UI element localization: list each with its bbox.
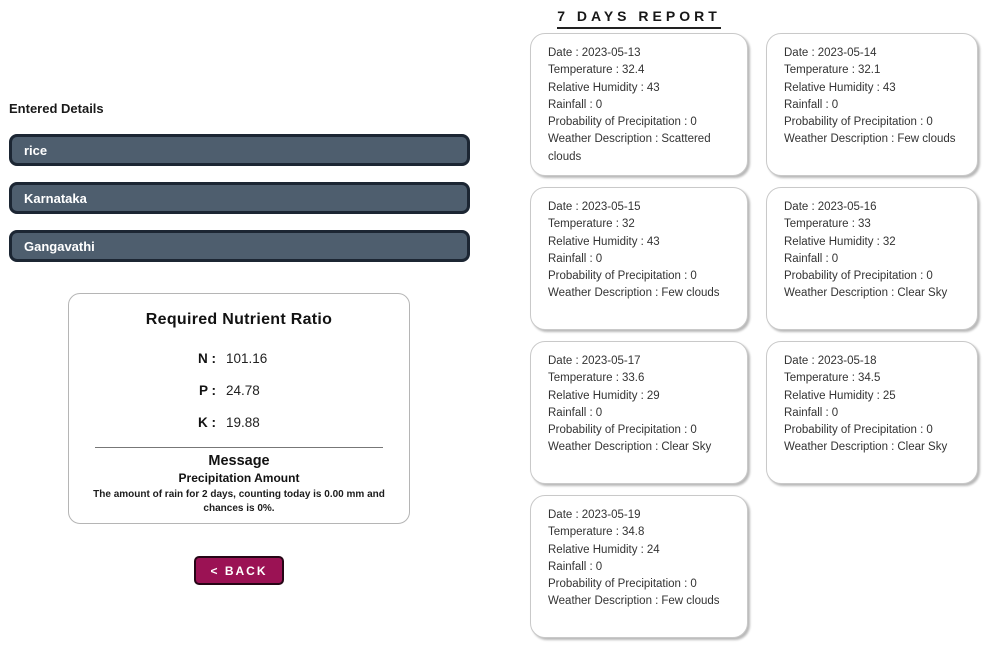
npk-rows bbox=[69, 351, 409, 430]
temperature-line bbox=[784, 370, 960, 387]
message-divider bbox=[95, 447, 383, 448]
humidity-line bbox=[548, 542, 730, 559]
weather-card bbox=[530, 495, 748, 638]
precipitation-probability-line bbox=[784, 114, 960, 131]
rainfall-line bbox=[548, 97, 730, 114]
rainfall-label: Rainfall : bbox=[548, 406, 593, 419]
precipitation-probability-value: 0 bbox=[690, 578, 697, 590]
temperature-line bbox=[548, 524, 730, 541]
rainfall-line bbox=[784, 97, 960, 114]
rainfall-value: 0 bbox=[595, 252, 603, 265]
precipitation-probability-label: Probability of Precipitation : bbox=[784, 270, 924, 282]
weather-description-line bbox=[548, 131, 730, 166]
weather-card bbox=[766, 33, 978, 176]
rainfall-value: 0 bbox=[595, 406, 603, 419]
date-line bbox=[548, 353, 730, 370]
precipitation-probability-line bbox=[784, 422, 960, 439]
rainfall-label: Rainfall : bbox=[548, 560, 593, 573]
temperature-value: 33.6 bbox=[621, 372, 645, 385]
date-value: 2023-05-15 bbox=[581, 201, 641, 213]
precipitation-probability-label: Probability of Precipitation : bbox=[548, 578, 688, 590]
state-field-value: Karnataka bbox=[24, 190, 87, 206]
nutrient-card-title: Required Nutrient Ratio bbox=[145, 311, 333, 328]
temperature-line bbox=[548, 62, 730, 79]
rainfall-line bbox=[784, 405, 960, 422]
humidity-value: 43 bbox=[882, 81, 896, 94]
entered-details-heading: Entered Details bbox=[9, 101, 104, 116]
precipitation-probability-line bbox=[548, 114, 730, 131]
temperature-label: Temperature : bbox=[784, 64, 855, 77]
date-line bbox=[548, 45, 730, 62]
weather-cards-grid bbox=[530, 33, 980, 638]
nutrient-ratio-card bbox=[68, 293, 410, 524]
nitrogen-label: N : bbox=[198, 351, 216, 366]
temperature-value: 32 bbox=[621, 218, 635, 231]
humidity-line bbox=[784, 80, 960, 97]
humidity-value: 29 bbox=[646, 389, 660, 402]
phosphorus-label: P : bbox=[198, 383, 216, 398]
weather-description-value: Clear Sky bbox=[897, 287, 948, 300]
humidity-value: 43 bbox=[646, 81, 660, 94]
weather-description-line bbox=[784, 285, 960, 302]
date-label: Date : bbox=[548, 509, 579, 521]
humidity-line bbox=[784, 388, 960, 405]
weather-card bbox=[766, 187, 978, 330]
rainfall-line bbox=[548, 251, 730, 268]
precipitation-message: The amount of rain for 2 days, counting today is 0.00 mm and chances is 0%. bbox=[93, 489, 385, 514]
date-label: Date : bbox=[548, 355, 579, 367]
humidity-label: Relative Humidity : bbox=[548, 543, 644, 556]
temperature-label: Temperature : bbox=[548, 372, 619, 385]
weather-description-line bbox=[548, 285, 730, 302]
temperature-label: Temperature : bbox=[784, 372, 855, 385]
humidity-value: 25 bbox=[882, 389, 896, 402]
weather-description-value: Few clouds bbox=[897, 133, 956, 146]
date-label: Date : bbox=[784, 47, 815, 59]
weather-description-value: Clear Sky bbox=[661, 441, 712, 454]
message-heading: Message bbox=[208, 453, 270, 469]
temperature-label: Temperature : bbox=[548, 64, 619, 77]
rainfall-label: Rainfall : bbox=[784, 252, 829, 265]
weather-description-value: Few clouds bbox=[661, 287, 720, 300]
humidity-value: 24 bbox=[646, 543, 660, 556]
humidity-label: Relative Humidity : bbox=[548, 389, 644, 402]
location-field bbox=[9, 230, 470, 262]
date-label: Date : bbox=[548, 201, 579, 213]
rainfall-label: Rainfall : bbox=[784, 406, 829, 419]
rainfall-value: 0 bbox=[831, 406, 839, 419]
report-title: 7 DAYS REPORT bbox=[557, 8, 721, 29]
temperature-line bbox=[548, 216, 730, 233]
temperature-value: 34.8 bbox=[621, 526, 645, 539]
weather-description-line bbox=[784, 439, 960, 456]
rainfall-value: 0 bbox=[831, 98, 839, 111]
date-label: Date : bbox=[784, 355, 815, 367]
weather-card bbox=[530, 187, 748, 330]
precipitation-probability-value: 0 bbox=[926, 424, 933, 436]
date-label: Date : bbox=[548, 47, 579, 59]
precipitation-probability-line bbox=[784, 268, 960, 285]
weather-description-value: Scattered clouds bbox=[548, 133, 711, 163]
temperature-value: 32.1 bbox=[857, 64, 881, 77]
precipitation-probability-value: 0 bbox=[690, 270, 697, 282]
temperature-value: 34.5 bbox=[857, 372, 881, 385]
rainfall-line bbox=[548, 559, 730, 576]
phosphorus-value: 24.78 bbox=[226, 383, 260, 398]
precipitation-probability-label: Probability of Precipitation : bbox=[548, 424, 688, 436]
weather-description-label: Weather Description : bbox=[548, 595, 659, 608]
precipitation-probability-label: Probability of Precipitation : bbox=[548, 270, 688, 282]
location-field-value: Gangavathi bbox=[24, 238, 95, 254]
weather-description-label: Weather Description : bbox=[784, 441, 895, 454]
temperature-label: Temperature : bbox=[548, 526, 619, 539]
weather-description-value: Few clouds bbox=[661, 595, 720, 608]
weather-card bbox=[530, 33, 748, 176]
rainfall-label: Rainfall : bbox=[784, 98, 829, 111]
report-header bbox=[530, 8, 748, 29]
temperature-line bbox=[784, 216, 960, 233]
weather-description-label: Weather Description : bbox=[784, 133, 895, 146]
rainfall-label: Rainfall : bbox=[548, 98, 593, 111]
date-line bbox=[784, 199, 960, 216]
nitrogen-row bbox=[69, 351, 409, 366]
humidity-value: 43 bbox=[646, 235, 660, 248]
potassium-value: 19.88 bbox=[226, 415, 260, 430]
date-line bbox=[548, 507, 730, 524]
date-value: 2023-05-16 bbox=[817, 201, 877, 213]
humidity-value: 32 bbox=[882, 235, 896, 248]
precipitation-probability-line bbox=[548, 268, 730, 285]
precipitation-probability-line bbox=[548, 576, 730, 593]
back-button[interactable]: < BACK bbox=[194, 556, 284, 585]
weather-description-value: Clear Sky bbox=[897, 441, 948, 454]
temperature-label: Temperature : bbox=[548, 218, 619, 231]
potassium-label: K : bbox=[198, 415, 216, 430]
humidity-line bbox=[784, 234, 960, 251]
rainfall-line bbox=[784, 251, 960, 268]
date-value: 2023-05-14 bbox=[817, 47, 877, 59]
nitrogen-value: 101.16 bbox=[226, 351, 268, 366]
humidity-label: Relative Humidity : bbox=[784, 81, 880, 94]
humidity-label: Relative Humidity : bbox=[548, 235, 644, 248]
crop-field bbox=[9, 134, 470, 166]
precipitation-probability-value: 0 bbox=[926, 116, 933, 128]
weather-description-line bbox=[784, 131, 960, 148]
precipitation-probability-label: Probability of Precipitation : bbox=[548, 116, 688, 128]
weather-card bbox=[766, 341, 978, 484]
date-value: 2023-05-13 bbox=[581, 47, 641, 59]
temperature-label: Temperature : bbox=[784, 218, 855, 231]
humidity-label: Relative Humidity : bbox=[784, 389, 880, 402]
date-value: 2023-05-17 bbox=[581, 355, 641, 367]
rainfall-value: 0 bbox=[831, 252, 839, 265]
precipitation-probability-value: 0 bbox=[690, 424, 697, 436]
humidity-label: Relative Humidity : bbox=[548, 81, 644, 94]
state-field bbox=[9, 182, 470, 214]
rainfall-line bbox=[548, 405, 730, 422]
potassium-row bbox=[69, 415, 409, 430]
date-value: 2023-05-19 bbox=[581, 509, 641, 521]
date-line bbox=[784, 353, 960, 370]
crop-field-value: rice bbox=[24, 142, 48, 158]
rainfall-label: Rainfall : bbox=[548, 252, 593, 265]
humidity-label: Relative Humidity : bbox=[784, 235, 880, 248]
weather-description-label: Weather Description : bbox=[548, 287, 659, 300]
weather-card bbox=[530, 341, 748, 484]
temperature-value: 33 bbox=[857, 218, 871, 231]
rainfall-value: 0 bbox=[595, 98, 603, 111]
weather-description-line bbox=[548, 439, 730, 456]
precipitation-probability-value: 0 bbox=[690, 116, 697, 128]
precipitation-probability-label: Probability of Precipitation : bbox=[784, 116, 924, 128]
weather-description-label: Weather Description : bbox=[548, 441, 659, 454]
precipitation-probability-label: Probability of Precipitation : bbox=[784, 424, 924, 436]
humidity-line bbox=[548, 80, 730, 97]
temperature-line bbox=[548, 370, 730, 387]
date-label: Date : bbox=[784, 201, 815, 213]
precipitation-probability-value: 0 bbox=[926, 270, 933, 282]
humidity-line bbox=[548, 388, 730, 405]
weather-description-label: Weather Description : bbox=[548, 133, 659, 146]
precipitation-amount-heading: Precipitation Amount bbox=[178, 471, 300, 485]
weather-description-label: Weather Description : bbox=[784, 287, 895, 300]
rainfall-value: 0 bbox=[595, 560, 603, 573]
weather-description-line bbox=[548, 593, 730, 610]
date-value: 2023-05-18 bbox=[817, 355, 877, 367]
phosphorus-row bbox=[69, 383, 409, 398]
precipitation-probability-line bbox=[548, 422, 730, 439]
date-line bbox=[784, 45, 960, 62]
date-line bbox=[548, 199, 730, 216]
humidity-line bbox=[548, 234, 730, 251]
temperature-value: 32.4 bbox=[621, 64, 645, 77]
temperature-line bbox=[784, 62, 960, 79]
